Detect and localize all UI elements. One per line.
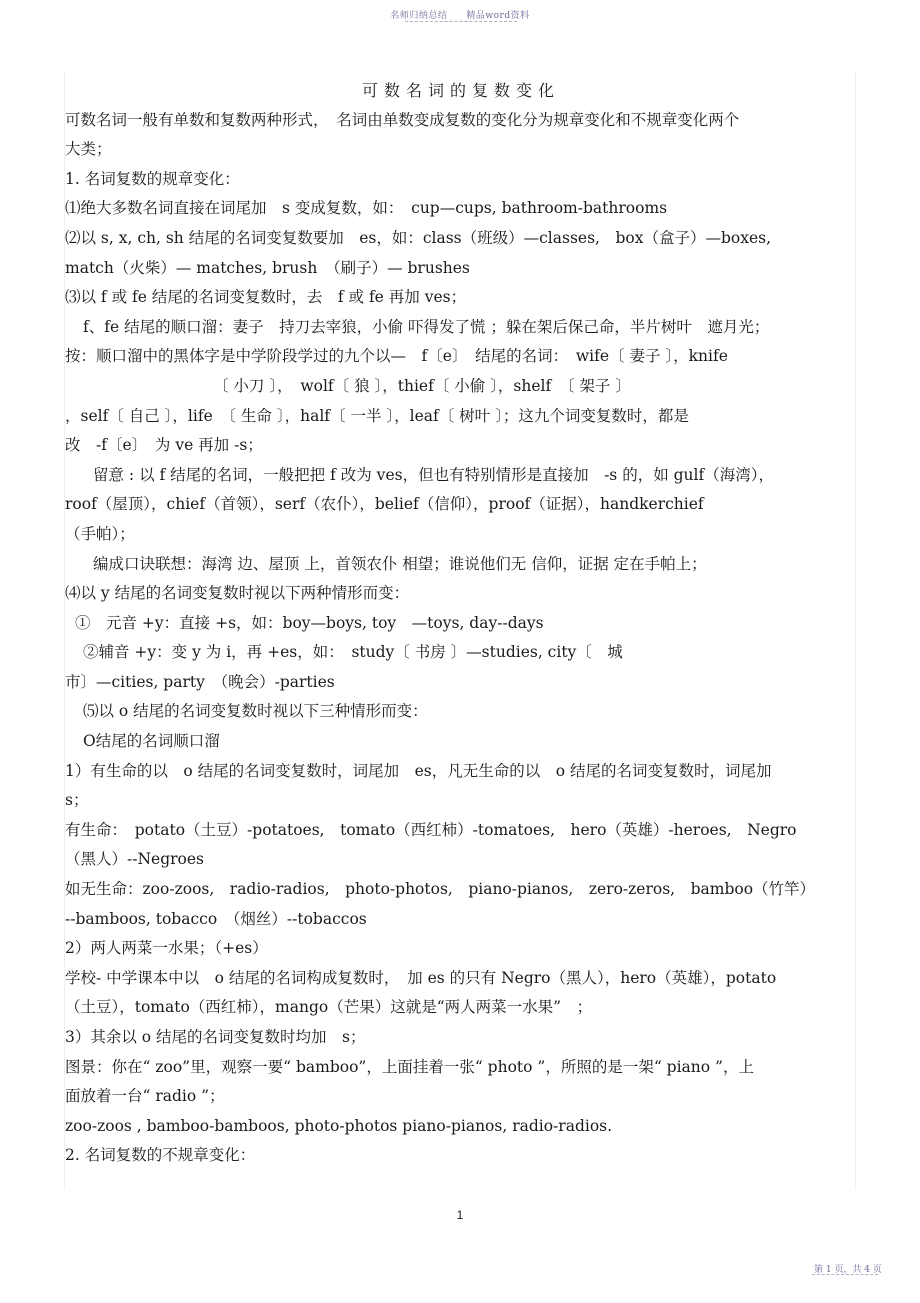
paragraph-line: 学校- 中学课本中以 o 结尾的名词构成复数时， 加 es 的只有 Negro（黑人），hero（英雄），potato	[65, 968, 777, 987]
paragraph-line: 2）两人两菜一水果；（+es）	[65, 939, 268, 958]
paragraph-line: zoo-zoos , bamboo-bamboos, photo-photos piano-pianos, radio-radios.	[65, 1116, 613, 1135]
paragraph-line: 1）有生命的以 o 结尾的名词变复数时，词尾加 es，凡无生命的以 o 结尾的名词变复数时，词尾加	[65, 761, 772, 780]
page-number: 1	[456, 1208, 464, 1222]
paragraph-line: ⑶以 f 或 fe 结尾的名词变复数时，去 f 或 fe 再加 ves；	[65, 288, 467, 307]
list-item: ②辅音 +y：变 y 为 i，再 +es，如： study〔 书房 〕—studies, city〔 城	[83, 643, 623, 662]
paragraph-line: ⑴绝大多数名词直接在词尾加 s 变成复数，如： cup—cups, bathroom-bathrooms	[65, 199, 668, 218]
paragraph-line: s；	[65, 791, 89, 810]
paragraph-line: （手帕）；	[65, 524, 135, 543]
note-line: 留意 : 以 f 结尾的名词，一般把把 f 改为 ves，但也有特别情形是直接加 -s 的，如 gulf（海湾），	[93, 465, 774, 484]
paragraph-line: 图景：你在“ zoo”里，观察一要“ bamboo”，上面挂着一张“ photo ”，所照的是一架“ piano ”，上	[65, 1057, 754, 1076]
paragraph-line: 按：顺口溜中的黑体字是中学阶段学过的九个以— f〔e〕 结尾的名词： wife〔 妻子 〕，knife	[65, 347, 728, 366]
footer-divider	[812, 1274, 878, 1275]
paragraph-line: 可数名词一般有单数和复数两种形式， 名词由单数变成复数的变化分为规章变化和不规章变化两个	[65, 110, 740, 129]
paragraph-line: 有生命： potato（土豆）-potatoes, tomato（西红柿）-tomatoes, hero（英雄）-heroes, Negro	[65, 820, 797, 839]
paragraph-line: --bamboos, tobacco （烟丝）--tobaccos	[65, 909, 367, 928]
document-body	[65, 76, 857, 1171]
paragraph-line: ，self〔 自己 〕，life 〔 生命 〕，half〔 一半 〕，leaf〔 树叶 〕；这九个词变复数时，都是	[65, 406, 689, 425]
section-heading: 2. 名词复数的不规章变化：	[65, 1146, 256, 1165]
paragraph-line: ⑵以 s, x, ch, sh 结尾的名词变复数要加 es，如：class（班级）—classes, box（盒子）—boxes,	[65, 228, 772, 247]
header-divider	[405, 21, 517, 22]
rhyme-line: f、fe 结尾的顺口溜：妻子 持刀去宰狼，小偷 吓得发了慌 ；躲在架后保己命，半片树叶 遮月光；	[83, 317, 770, 336]
paragraph-line: 市〕—cities, party （晚会）-parties	[65, 672, 335, 691]
paragraph-line: roof（屋顶），chief（首领），serf（农仆），belief（信仰），proof（证据），handkerchief	[65, 495, 704, 514]
paragraph-line: match（火柴）— matches, brush （刷子）— brushes	[65, 258, 470, 277]
paragraph-line: （土豆），tomato（西红柿），mango（芒果）这就是“两人两菜一水果” ；	[65, 998, 593, 1017]
section-heading: 1. 名词复数的规章变化：	[65, 169, 240, 188]
document-title: 可数名词的复数变化	[361, 81, 560, 100]
list-item: ① 元音 +y：直接 +s，如：boy—boys, toy —toys, day--days	[75, 613, 544, 632]
paragraph-line: 大类；	[65, 140, 112, 159]
paragraph-line: ⑷以 y 结尾的名词变复数时视以下两种情形而变：	[65, 584, 410, 603]
paragraph-line: ⑸以 o 结尾的名词变复数时视以下三种情形而变：	[83, 702, 428, 721]
page-header: 名师归纳总结 精品word资料	[390, 11, 530, 21]
paragraph-line: 3）其余以 o 结尾的名词变复数时均加 s；	[65, 1028, 366, 1046]
page-footer: 第 1 页，共 4 页	[814, 1265, 882, 1275]
paragraph-line: 面放着一台“ radio ”；	[65, 1087, 225, 1106]
mnemonic-line: 编成口诀联想：海湾 边、屋顶 上，首领农仆 相望；谁说他们无 信仰，证据 定在手帕上；	[93, 554, 707, 573]
paragraph-line: （黑人）--Negroes	[65, 850, 205, 869]
paragraph-line: 改 -f〔e〕 为 ve 再加 -s；	[65, 436, 263, 455]
subheading: O结尾的名词顺口溜	[83, 732, 220, 751]
paragraph-line: 〔 小刀 〕， wolf〔 狼 〕，thief〔 小偷 〕，shelf 〔 架子 〕	[213, 376, 631, 395]
paragraph-line: 如无生命：zoo-zoos, radio-radios, photo-photos, piano-pianos, zero-zeros, bamboo（竹竿）	[65, 880, 816, 899]
